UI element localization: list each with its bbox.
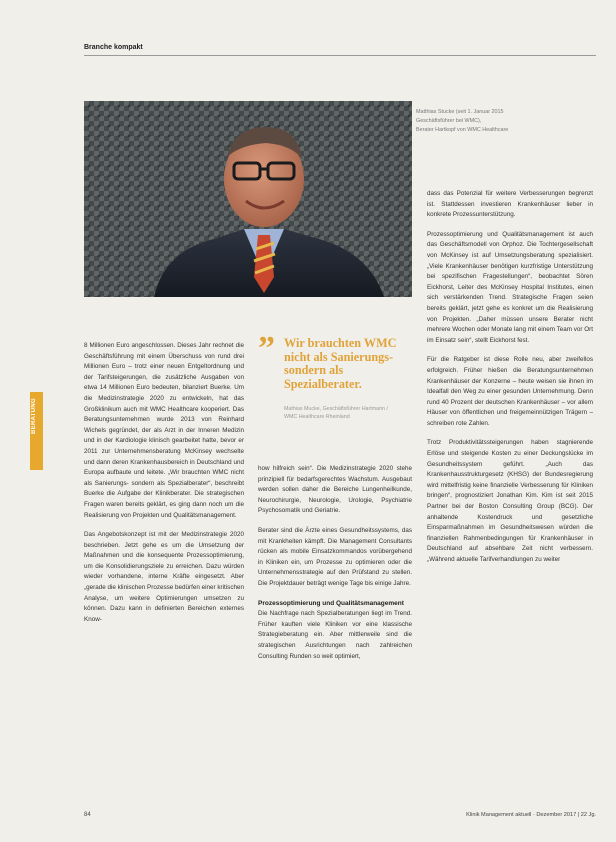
pull-quote-source: Mathias Mucke, Geschäftsführer Hartmann / WMC Healthcare Rheinland [284, 406, 388, 420]
photo-caption [416, 108, 596, 135]
paragraph: Berater sind die Ärzte eines Gesundheitssystems, das mit Krankheiten kämpft. Die Management Consultants rücken als mobile Einsatzkommandos vorübergehend in Kliniken ein, um Prozesse zu optimieren oder die Unternehmensstrategie auf den Prüfstand zu stellen. Die Projektdauer beträgt wenige Tage bis einige Jahre. [258, 526, 412, 587]
caption-line: Berater Hartkopf von WMC Healthcare [416, 127, 509, 133]
section-label: Branche kompakt [84, 44, 143, 51]
article-column-1 [84, 341, 244, 634]
paragraph: Prozessoptimierung und Qualitätsmanagement ist auch das Geschäftsmodell von Orphoz. Die Tochtergesellschaft von McKinsey ist auf Umsetzungsberatung spezialisiert. „Viele Krankenhäuser benötigen kurzfristige Unterstützung bei spezifischen Fragestellungen“, beobachtet Sören Eickhorst, Leiter des McKinsey Hospital Institutes, einen sich verstärkenden Trend. Strategische Fragen seien bereits geklärt, jetzt gehe es konkret um die Realisierung von Projekten. „Daher müssen unsere Berater nicht mehrere Wochen oder Monate lang mit einem Team vor Ort im Einsatz sein“, stellt Eickhorst fest. [427, 230, 594, 344]
quote-mark-icon: ” [258, 330, 275, 367]
portrait-photo [84, 101, 412, 297]
paragraph: how hilfreich sein“. Die Medizinstrategie 2020 stehe prinzipiell für bedarfsgerechtes Wachstum. Ausgebaut werden sollen daher die Bereiche Lungenheilkunde, Neurochirurgie, Neurologie, Urologie, Psychiatrie Psychosomatik und Geriatrie. [258, 465, 412, 515]
page-number: 84 [84, 812, 91, 818]
caption-line: Matthias Stucke (seit 1. Januar 2015 [416, 109, 504, 115]
caption-line: Geschäftsführer bei WMC), [416, 118, 482, 124]
paragraph: Trotz Produktivitätssteigerungen haben stagnierende Erlöse und steigende Kosten zu einer Deckungslücke im Gesundheitssystem geführt. „Auch das Krankenhausstrukturgesetz (KHSG) der Bundesregierung wird mittelfristig keine finanzielle Verbesserung für Kliniken bringen“, prognostiziert Jonathan Kim. Kim ist seit 2015 Partner bei der Boston Consulting Group (BCG). Der anhaltende Kostendruck und gesetzliche Einsparmaßnahmen im Gesundheitswesen würden die finanziellen Rahmenbedingungen für Krankenhäuser in Deutschland auf absehbare Zeit nicht verbessern. „Während aktuelle Tarifverhandlungen zu weiter [427, 439, 593, 563]
section-edge-tab [30, 392, 43, 470]
article-column-2 [258, 464, 412, 671]
paragraph: Die Nachfrage nach Spezialberatungen liegt im Trend. Früher kauften viele Kliniken vor eine klassische Strategieberatung ein. Aber mittlerweile sind die strategischen Ausrichtungen nach zahlreichen Consulting Runden so weit optimiert, [258, 610, 412, 660]
header-divider [84, 55, 596, 56]
publication-footer: Klinik Management aktuell · Dezember 2017 | 22 Jg. [466, 812, 596, 818]
portrait-illustration [84, 101, 412, 297]
section-edge-tab-label: BERATUNG [31, 398, 37, 434]
article-column-3 [427, 189, 593, 575]
paragraph: Für die Ratgeber ist diese Rolle neu, aber zweifellos erfolgreich. Früher hießen die Beratungsunternehmen Krankenhäuser der Konzerne – heute weisen sie ihnen im Idealfall den Weg zu einer gesunden Unternehmung. Denn rund 40 Prozent der deutschen Krankenhäuser – vor allem Häuser von öffentlichen und freigemeinnützigen Trägern – schreiben rote Zahlen. [427, 356, 593, 427]
pull-quote-text: Wir brauchten WMC nicht als Sanierungs-sondern als Spezialberater. [284, 336, 397, 391]
paragraph: 8 Millionen Euro angeschlossen. Dieses Jahr rechnet die Geschäftsführung mit einem Überschuss von rund drei Millionen Euro – trotz einer neuen Entgeltordnung und der Tarifsteigerungen, die zusätzliche Ausgaben von etwa 14 Millionen Euro bedeuten, bilanziert Buerke. Um die Medizinstrategie 2020 zu entwickeln, hat das Großklinikum auch mit WMC Healthcare kooperiert. Das Beratungsunternehmen wurde 2013 von Reinhard Wichels gegründet, der als Arzt in der Inneren Medizin und in der Kardiologie klinisch gearbeitet hatte, bevor er 2011 zur Unternehmensberatung McKinsey wechselte und dann deren Krankenhausbereich in Deutschland und Europa aufbaute und leitete. „Wir brauchten WMC nicht als Sanierungs- sondern als Spezialberater“, beschreibt Buerke die Aufgabe der Klinikberater. Die strategischen Fragen waren bereits geklärt, es ging dann noch um die Realisierung von Projekten und Qualitätsmanagement. [84, 342, 244, 519]
paragraph: dass das Potenzial für weitere Verbesserungen begrenzt ist. Stattdessen investieren Krankenhäuser lieber in konkrete Prozessunterstützung. [427, 190, 593, 219]
paragraph: Das Angebotskonzept ist mit der Medizinstrategie 2020 beschrieben. Jetzt gehe es um die Umsetzung der Maßnahmen und die konsequente Prozessoptimierung, um die Konsolidierungsziele zu erreichen. Dazu würden wieder vorhandene, interne Kräfte eingesetzt. Aber „gerade die klinischen Prozesse bedürfen einer kritischen Analyse, um weitere Optimierungen umsetzen zu können. Dazu kann in definierten Bereichen externes Know- [84, 531, 244, 623]
subheading: Prozessoptimierung und Qualitätsmanagement [258, 599, 404, 607]
